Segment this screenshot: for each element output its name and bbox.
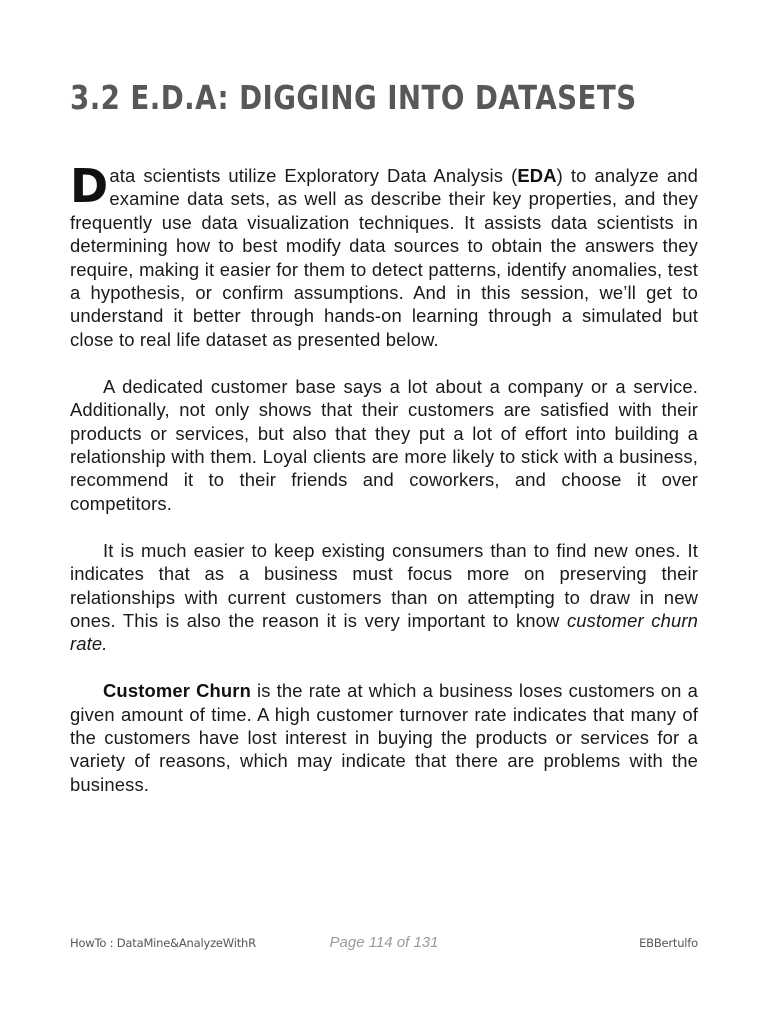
page-footer [70, 934, 698, 954]
drop-cap: D [70, 159, 109, 213]
paragraph-loyalty: A dedicated customer base says a lot about a company or a service. Additionally, not only shows that their customers are satisfied with their products or services, but also that they put a lot of effort into building a relationship with them. Loyal clients are more likely to stick with a business, recommend it to their friends and coworkers, and choose it over competitors. [70, 375, 698, 514]
body-text [70, 159, 698, 820]
paragraph-intro-text-b: ) to analyze and examine data sets, as well as describe their key properties, and they frequently use data visualization techniques. It assists data scientists in determining how to best modify data sources to obtain the answers they require, making it easier for them to detect patterns, identify anomalies, test a hypothesis, or confirm assumptions. And in this session, we’ll get to understand it better through hands-on learning through a simulated but close to real life dataset as presented below. [70, 165, 698, 350]
section-title: 3.2 E.D.A: DIGGING INTO DATASETS [70, 78, 637, 117]
customer-churn-bold: Customer Churn [103, 680, 251, 702]
paragraph-intro [70, 159, 698, 351]
page-number: Page 114 of 131 [329, 934, 439, 951]
paragraph-churn-definition [70, 679, 698, 796]
paragraph-intro-text-a: ata scientists utilize Exploratory Data Analysis ( [109, 165, 518, 186]
churn-rate-italic: customer churn rate. [70, 609, 698, 655]
footer-author: EBBertulfo [639, 936, 698, 950]
footer-book-title: HowTo : DataMine&AnalyzeWithR [70, 936, 256, 950]
paragraph-retention-text: It is much easier to keep existing consumers than to find new ones. It indicates that as a business must focus more on preserving their relationships with current customers than on attempting to draw in new ones. This is also the reason it is very important to know [70, 539, 698, 631]
paragraph-retention [70, 539, 698, 656]
paragraph-churn-text: is the rate at which a business loses customers on a given amount of time. A high customer turnover rate indicates that many of the customers have lost interest in buying the products or services for a variety of reasons, which may indicate that there are problems with the business. [70, 680, 698, 795]
eda-bold: EDA [517, 165, 557, 186]
